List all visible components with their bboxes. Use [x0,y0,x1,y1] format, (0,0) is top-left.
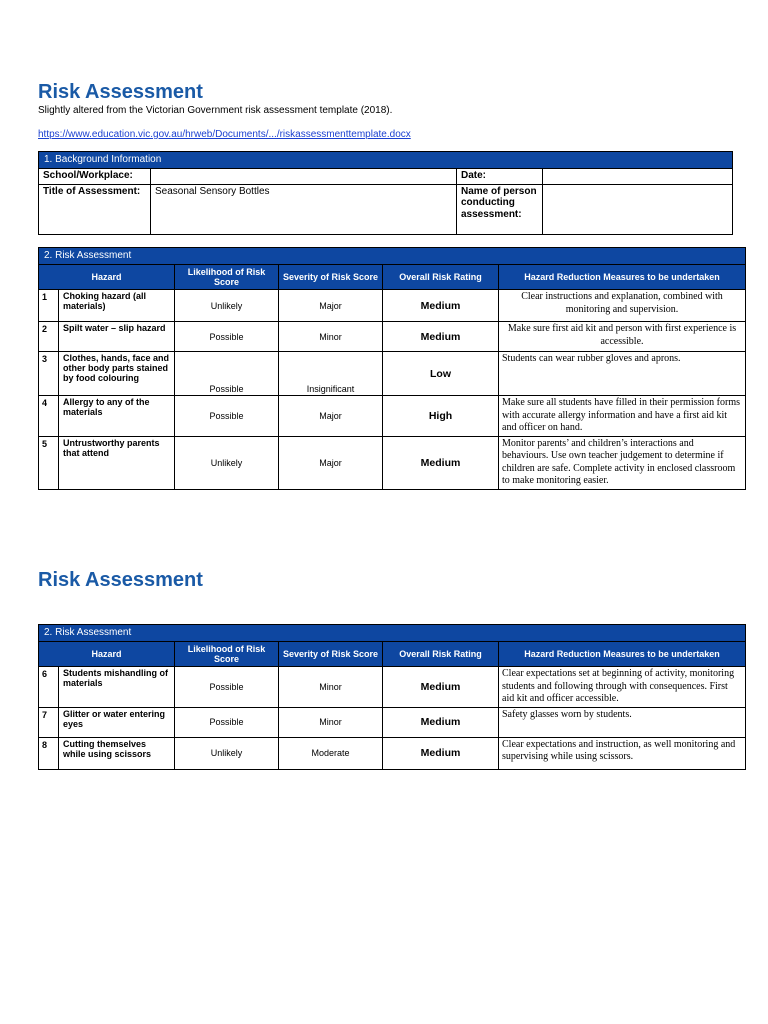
hazard-cell: Untrustworthy parents that attend [59,436,175,489]
risk-table-1 [38,247,746,490]
row-number: 6 [39,667,59,708]
col-measures: Hazard Reduction Measures to be undertaken [499,264,746,290]
hazard-cell: Spilt water – slip hazard [59,322,175,352]
risk-section-header: 2. Risk Assessment [39,248,746,265]
likelihood-cell: Unlikely [175,436,279,489]
measures-cell: Clear instructions and explanation, combined with monitoring and supervision. [499,290,746,322]
measures-cell: Make sure all students have filled in their permission forms with accurate allergy information and have a first aid kit and officer on hand. [499,396,746,437]
hazard-cell: Allergy to any of the materials [59,396,175,437]
likelihood-cell: Unlikely [175,737,279,769]
row-number: 1 [39,290,59,322]
col-hazard: Hazard [39,641,175,667]
table-row [39,352,746,396]
rating-cell: High [383,396,499,437]
severity-cell: Moderate [279,737,383,769]
likelihood-cell: Possible [175,396,279,437]
hazard-cell: Cutting themselves while using scissors [59,737,175,769]
template-link[interactable]: https://www.education.vic.gov.au/hrweb/Documents/.../riskassessmenttemplate.docx [38,129,411,140]
severity-cell: Major [279,436,383,489]
table-row [39,707,746,737]
page-title: Risk Assessment [38,81,203,103]
row-number: 8 [39,737,59,769]
person-label: Name of person conducting assessment: [457,184,543,234]
title-label: Title of Assessment: [39,184,151,234]
row-number: 2 [39,322,59,352]
col-severity: Severity of Risk Score [279,264,383,290]
table-row [39,667,746,708]
rating-cell: Medium [383,436,499,489]
severity-cell: Minor [279,707,383,737]
measures-cell: Monitor parents’ and children’s interactions and behaviours. Use own teacher judgement to determine if children are safe. Complete activity in enclosed classroom to make monitoring easier. [499,436,746,489]
title-value[interactable]: Seasonal Sensory Bottles [151,184,457,234]
table-row [39,737,746,769]
rating-cell: Medium [383,707,499,737]
severity-cell: Minor [279,667,383,708]
col-severity: Severity of Risk Score [279,641,383,667]
row-number: 7 [39,707,59,737]
rating-cell: Medium [383,737,499,769]
measures-cell: Students can wear rubber gloves and aprons. [499,352,746,396]
risk-section-header: 2. Risk Assessment [39,625,746,642]
rating-cell: Medium [383,290,499,322]
table-row [39,436,746,489]
hazard-cell: Students mishandling of materials [59,667,175,708]
measures-cell: Clear expectations and instruction, as well monitoring and supervising while using scissors. [499,737,746,769]
likelihood-cell: Possible [175,667,279,708]
col-measures: Hazard Reduction Measures to be undertaken [499,641,746,667]
hazard-cell: Clothes, hands, face and other body parts stained by food colouring [59,352,175,396]
col-likelihood: Likelihood of Risk Score [175,264,279,290]
likelihood-cell: Unlikely [175,290,279,322]
hazard-cell: Choking hazard (all materials) [59,290,175,322]
page-title-2: Risk Assessment [38,569,203,591]
likelihood-cell: Possible [175,322,279,352]
severity-cell: Major [279,290,383,322]
col-overall: Overall Risk Rating [383,641,499,667]
col-hazard: Hazard [39,264,175,290]
row-number: 4 [39,396,59,437]
date-label: Date: [457,168,543,184]
school-value[interactable] [151,168,457,184]
severity-cell: Major [279,396,383,437]
school-label: School/Workplace: [39,168,151,184]
background-section-header: 1. Background Information [39,152,733,169]
severity-cell: Minor [279,322,383,352]
col-overall: Overall Risk Rating [383,264,499,290]
table-row [39,396,746,437]
table-row [39,322,746,352]
subtitle: Slightly altered from the Victorian Government risk assessment template (2018). [38,105,393,116]
measures-cell: Make sure first aid kit and person with first experience is accessible. [499,322,746,352]
table-row [39,290,746,322]
row-number: 3 [39,352,59,396]
row-number: 5 [39,436,59,489]
risk-table-2 [38,624,746,770]
likelihood-cell: Possible [175,707,279,737]
date-value[interactable] [543,168,733,184]
measures-cell: Safety glasses worn by students. [499,707,746,737]
col-likelihood: Likelihood of Risk Score [175,641,279,667]
likelihood-cell: Possible [175,352,279,396]
measures-cell: Clear expectations set at beginning of activity, monitoring students and following through with consequences. First aid kit and officer accessible. [499,667,746,708]
hazard-cell: Glitter or water entering eyes [59,707,175,737]
rating-cell: Medium [383,322,499,352]
rating-cell: Medium [383,667,499,708]
severity-cell: Insignificant [279,352,383,396]
background-info-table [38,151,733,235]
rating-cell: Low [383,352,499,396]
person-value[interactable] [543,184,733,234]
